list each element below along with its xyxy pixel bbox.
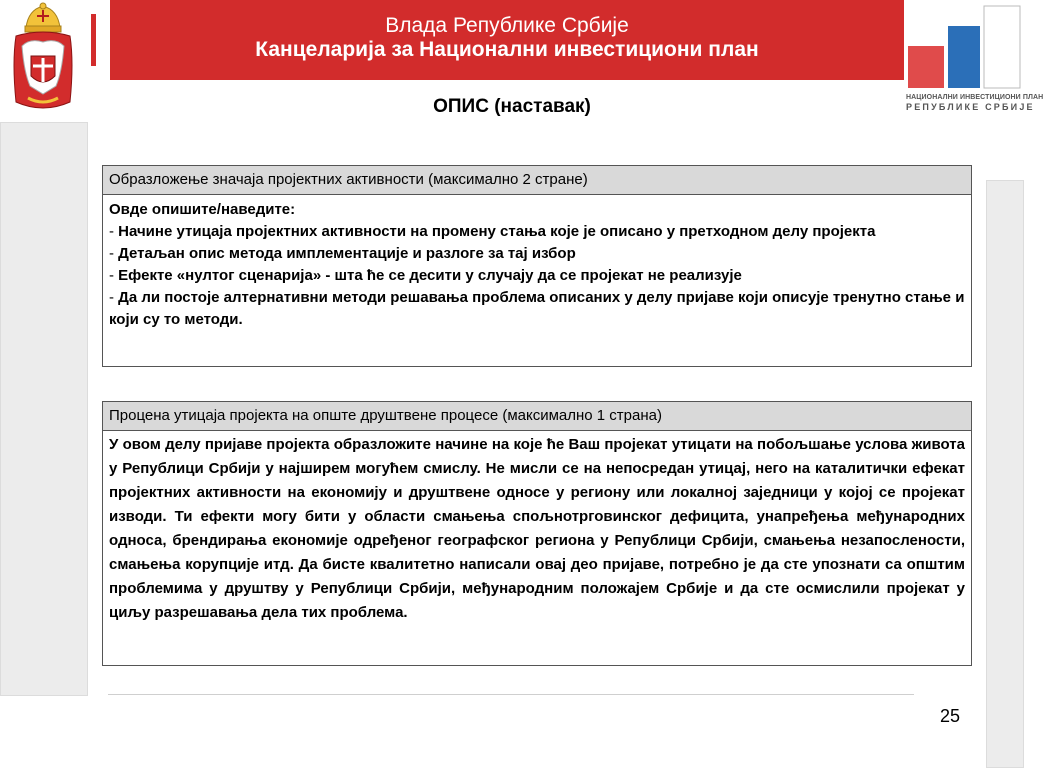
header-banner: [110, 0, 904, 80]
list-item-text: Ефекте «нултог сценарија» - шта ће се десити у случају да се пројекат не реализује: [118, 267, 742, 284]
header-line-2: Канцеларија за Национални инвестициони план: [255, 38, 759, 61]
nip-logo-text-line-2: РЕПУБЛИКЕ СРБИЈЕ: [906, 102, 1035, 112]
list-item-text: Да ли постоје алтернативни методи решавања проблема описаних у делу пријаве који описује тренутно стање и који су то методи.: [109, 289, 965, 328]
header-line-1: Влада Републике Србије: [385, 14, 629, 37]
section-impact-assessment: [102, 401, 972, 666]
nip-logo-icon: [906, 0, 1024, 90]
list-item-text: Начине утицаја пројектних активности на промену стања које је описано у претходном делу пројекта: [118, 223, 876, 240]
left-side-panel: [0, 122, 88, 696]
footer-divider: [108, 694, 914, 695]
right-side-panel: [986, 180, 1024, 768]
list-item-text: Детаљан опис метода имплементације и разлоге за тај избор: [118, 245, 576, 262]
nip-logo-text-line-1: НАЦИОНАЛНИ ИНВЕСТИЦИОНИ ПЛАН: [906, 94, 1043, 101]
section-impact-assessment-body: У овом делу пријаве пројекта образложите начине на које ће Ваш пројекат утицати на побољшање услова живота у Републици Србији у најширем могућем смислу. Не мисли се на непосредан утицај, него на каталитички ефекат пројектних активности на економију и друштвене односе у региону или локалној заједници у којој се пројекат изводи. Ти ефекти могу бити у области смањења спољнотрговинског дефицита, унапређења међународних односа, брендирања економије одређеног географског региона у Републици Србији, смањења незапослености, смањења корупције итд. Да бисте квалитетно написали овај део пријаве, потребно је да сте упознати са општим проблемима у друштву у Републици Србији, међународним положајем Србије и да сте осмислили пројекат у циљу разрешавања дела тих проблема.: [109, 436, 965, 621]
section-impact-assessment-header: Процена утицаја пројекта на опште друштвене процесе (максимално 1 страна): [103, 402, 971, 431]
section-justification-header: Образложење значаја пројектних активности (максимално 2 стране): [103, 166, 971, 195]
section-justification-intro: Овде опишите/наведите:: [109, 201, 296, 218]
section-justification: [102, 165, 972, 367]
header-accent-bar: [91, 14, 96, 66]
list-item: - Ефекте «нултог сценарија» - шта ће се десити у случају да се пројекат не реализује: [109, 267, 742, 284]
list-item: - Да ли постоје алтернативни методи решавања проблема описаних у делу пријаве који описује тренутно стање и који су то методи.: [109, 289, 965, 328]
section-justification-body: [103, 195, 971, 334]
list-item: - Детаљан опис метода имплементације и разлоге за тај избор: [109, 245, 576, 262]
page-number: 25: [940, 706, 961, 726]
page-subtitle: ОПИС (наставак): [433, 96, 591, 117]
list-item: - Начине утицаја пројектних активности на промену стања које је описано у претходном делу пројекта: [109, 223, 876, 240]
